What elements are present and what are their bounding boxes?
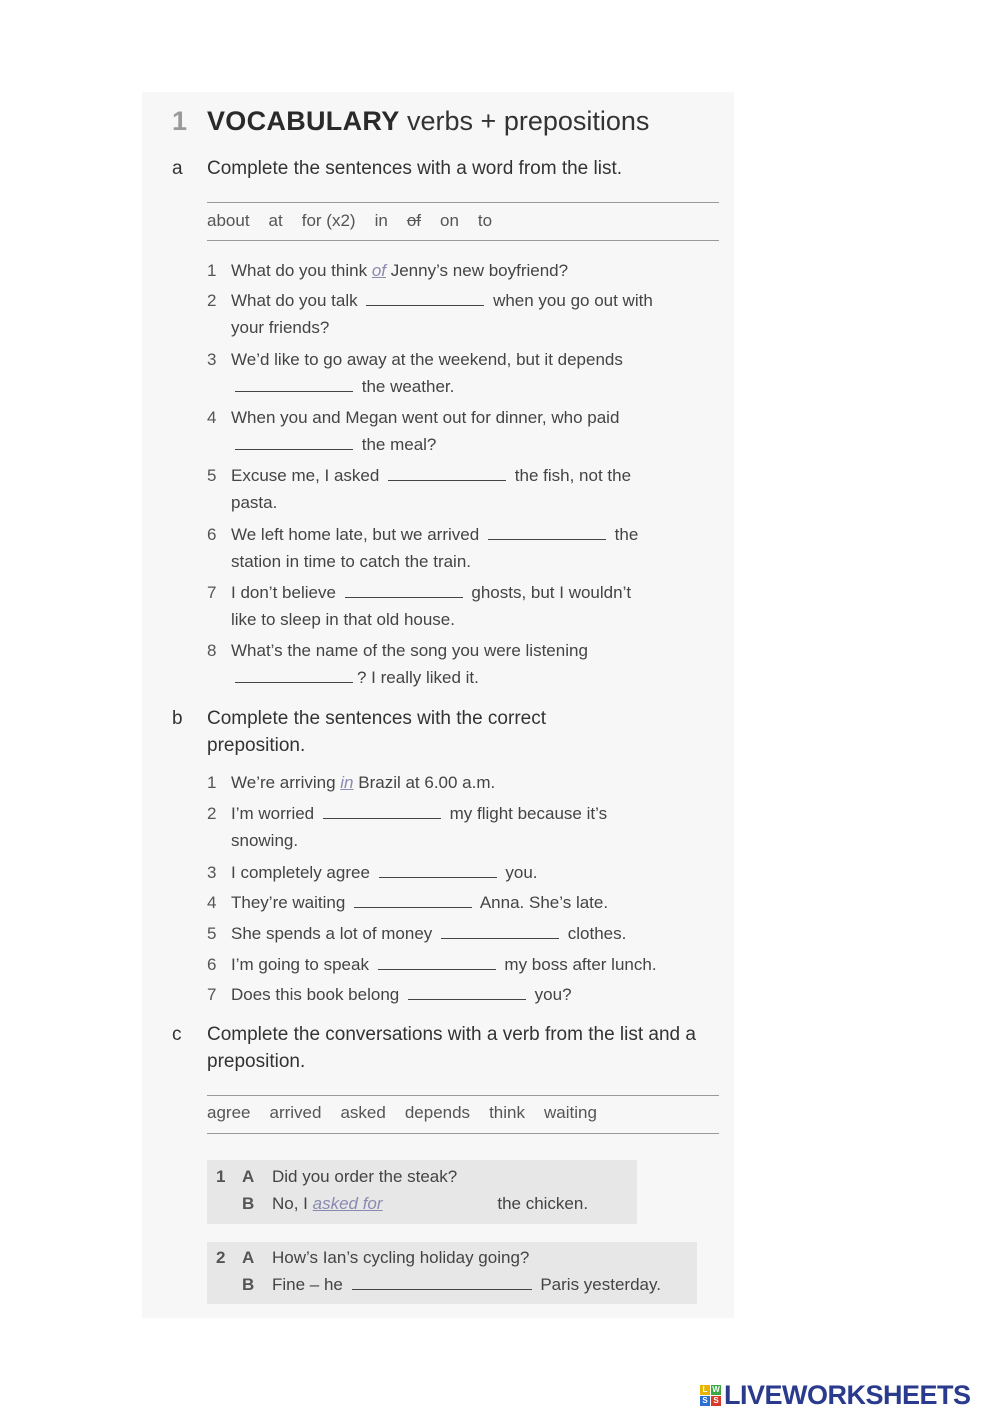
item-text: They’re waiting — [231, 893, 351, 912]
item-number: 1 — [207, 773, 217, 792]
item-text: Anna. She’s late. — [476, 893, 609, 912]
item-number: 2 — [207, 291, 217, 310]
exercise-item — [207, 920, 626, 947]
answer-blank[interactable] — [408, 985, 526, 1000]
answer-blank[interactable] — [488, 525, 606, 540]
answer-blank[interactable] — [235, 668, 353, 683]
answer-blank[interactable] — [366, 291, 484, 306]
word-option: for (x2) — [301, 211, 356, 230]
item-continuation — [231, 431, 436, 458]
word-option: asked — [340, 1103, 386, 1122]
word-list-a — [207, 211, 511, 231]
item-text: ? I really liked it. — [357, 668, 479, 687]
item-text: When you and Megan went out for dinner, who paid — [231, 408, 620, 427]
conversation-line-a — [216, 1163, 457, 1190]
item-text: the — [609, 525, 639, 544]
item-text: We left home late, but we arrived — [231, 525, 484, 544]
section-a-letter: a — [172, 158, 183, 179]
item-continuation — [231, 664, 479, 691]
exercise-item — [207, 981, 572, 1008]
word-list-c — [207, 1103, 616, 1123]
item-number: 2 — [207, 804, 217, 823]
exercise-title — [207, 106, 649, 137]
item-number: 3 — [207, 863, 217, 882]
item-text: like to sleep in that old house. — [231, 610, 455, 629]
word-option: at — [268, 211, 283, 230]
logo-mark-icon — [700, 1385, 721, 1406]
section-c-letter: c — [172, 1024, 182, 1045]
item-text: Does this book belong — [231, 985, 404, 1004]
item-text: ghosts, but I wouldn’t — [466, 583, 632, 602]
item-number: 5 — [207, 924, 217, 943]
item-continuation — [231, 606, 455, 633]
section-b-instruction: Complete the sentences with the correct preposition. — [207, 708, 547, 756]
answer-blank[interactable]: asked for — [312, 1194, 383, 1213]
liveworksheets-logo — [700, 1380, 971, 1411]
item-text: the weather. — [357, 377, 455, 396]
item-text: clothes. — [563, 924, 627, 943]
item-number: 5 — [207, 466, 217, 485]
word-option: in — [374, 211, 388, 230]
word-option: waiting — [543, 1103, 597, 1122]
item-text: Jenny’s new boyfriend? — [386, 261, 569, 280]
item-text: pasta. — [231, 493, 278, 512]
answer-blank[interactable] — [235, 377, 353, 392]
item-text: We’d like to go away at the weekend, but it depends — [231, 350, 623, 369]
conversation-line-b — [242, 1271, 661, 1298]
item-continuation — [231, 827, 298, 854]
exercise-item — [207, 637, 588, 664]
section-c-instruction: Complete the conversations with a verb from the list and a preposition. — [207, 1024, 696, 1072]
speaker-a: A — [242, 1248, 255, 1267]
exercise-item — [207, 859, 538, 886]
divider — [207, 240, 719, 241]
item-text: What’s the name of the song you were listening — [231, 641, 588, 660]
line-text: No, I — [272, 1194, 313, 1213]
item-continuation — [231, 548, 471, 575]
item-number: 4 — [207, 408, 217, 427]
item-text: She spends a lot of money — [231, 924, 438, 943]
divider — [207, 202, 719, 203]
conversation-line-b — [242, 1190, 588, 1217]
section-b-letter: b — [172, 708, 183, 729]
item-continuation — [231, 489, 277, 516]
item-text: I’m going to speak — [231, 955, 374, 974]
divider — [207, 1133, 719, 1134]
line-text: Paris yesterday. — [535, 1275, 661, 1294]
item-text: I completely agree — [231, 863, 375, 882]
speaker-b: B — [242, 1275, 255, 1294]
item-text: I’m worried — [231, 804, 319, 823]
item-number: 8 — [207, 641, 217, 660]
answer-blank[interactable]: in — [340, 773, 354, 792]
answer-blank[interactable] — [441, 924, 559, 939]
exercise-item — [207, 800, 607, 827]
exercise-item — [207, 769, 495, 796]
item-text: you. — [500, 863, 538, 882]
answer-blank[interactable] — [345, 583, 463, 598]
section-a-instruction: Complete the sentences with a word from the list. — [207, 158, 623, 179]
item-number: 1 — [207, 261, 217, 280]
answer-blank[interactable] — [378, 955, 496, 970]
answer-blank[interactable] — [323, 804, 441, 819]
item-text: station in time to catch the train. — [231, 552, 472, 571]
item-text: my boss after lunch. — [499, 955, 657, 974]
line-text: Did you order the steak? — [272, 1167, 458, 1186]
line-text: the chicken. — [492, 1194, 589, 1213]
item-number: 3 — [207, 350, 217, 369]
answer-blank[interactable] — [352, 1275, 532, 1290]
answer-blank[interactable] — [388, 466, 506, 481]
answer-blank[interactable]: of — [371, 261, 386, 280]
title-bold: VOCABULARY — [207, 106, 400, 136]
conversation-line-a — [216, 1244, 529, 1271]
item-text: snowing. — [231, 831, 299, 850]
exercise-item — [207, 287, 653, 314]
item-text: the fish, not the — [510, 466, 632, 485]
word-option: of — [406, 211, 421, 230]
word-option: think — [489, 1103, 525, 1122]
logo-square: S — [700, 1396, 710, 1406]
item-text: I don’t believe — [231, 583, 341, 602]
item-continuation — [231, 373, 454, 400]
word-option: agree — [207, 1103, 251, 1122]
word-option: depends — [404, 1103, 471, 1122]
word-option: to — [477, 211, 493, 230]
answer-blank[interactable] — [379, 863, 497, 878]
item-number: 6 — [207, 955, 217, 974]
speaker-b: B — [242, 1194, 255, 1213]
item-text: What do you think — [231, 261, 372, 280]
item-number: 4 — [207, 893, 217, 912]
speaker-a: A — [242, 1167, 255, 1186]
logo-square: L — [700, 1385, 710, 1395]
item-text: you? — [529, 985, 572, 1004]
exercise-item — [207, 951, 657, 978]
logo-square: W — [712, 1385, 720, 1394]
answer-blank[interactable] — [235, 435, 353, 450]
exercise-item — [207, 579, 631, 606]
conversation-number: 2 — [216, 1248, 226, 1267]
exercise-item — [207, 889, 608, 916]
exercise-item — [207, 521, 638, 548]
item-continuation — [231, 314, 329, 341]
word-option: arrived — [269, 1103, 322, 1122]
conversation-number: 1 — [216, 1167, 226, 1186]
word-option: on — [440, 211, 459, 230]
line-text: How’s Ian’s cycling holiday going? — [272, 1248, 530, 1267]
item-number: 6 — [207, 525, 217, 544]
item-text: What do you talk — [231, 291, 363, 310]
item-text: Excuse me, I asked — [231, 466, 385, 485]
exercise-number: 1 — [172, 106, 188, 136]
line-text: Fine – he — [272, 1275, 348, 1294]
answer-blank[interactable] — [354, 893, 472, 908]
item-text: Brazil at 6.00 a.m. — [353, 773, 496, 792]
exercise-item — [207, 462, 631, 489]
word-option: about — [207, 211, 250, 230]
logo-square: S — [711, 1396, 721, 1406]
item-number: 7 — [207, 985, 217, 1004]
exercise-item — [207, 404, 619, 431]
exercise-item — [207, 346, 623, 373]
item-text: your friends? — [231, 318, 330, 337]
title-rest: verbs + prepositions — [407, 106, 650, 136]
brand-name: LIVEWORKSHEETS — [724, 1380, 971, 1410]
item-text: my flight because it’s — [444, 804, 608, 823]
exercise-item — [207, 257, 568, 284]
item-text: when you go out with — [488, 291, 653, 310]
item-number: 7 — [207, 583, 217, 602]
item-text: We’re arriving — [231, 773, 341, 792]
divider — [207, 1095, 719, 1096]
item-text: the meal? — [357, 435, 437, 454]
